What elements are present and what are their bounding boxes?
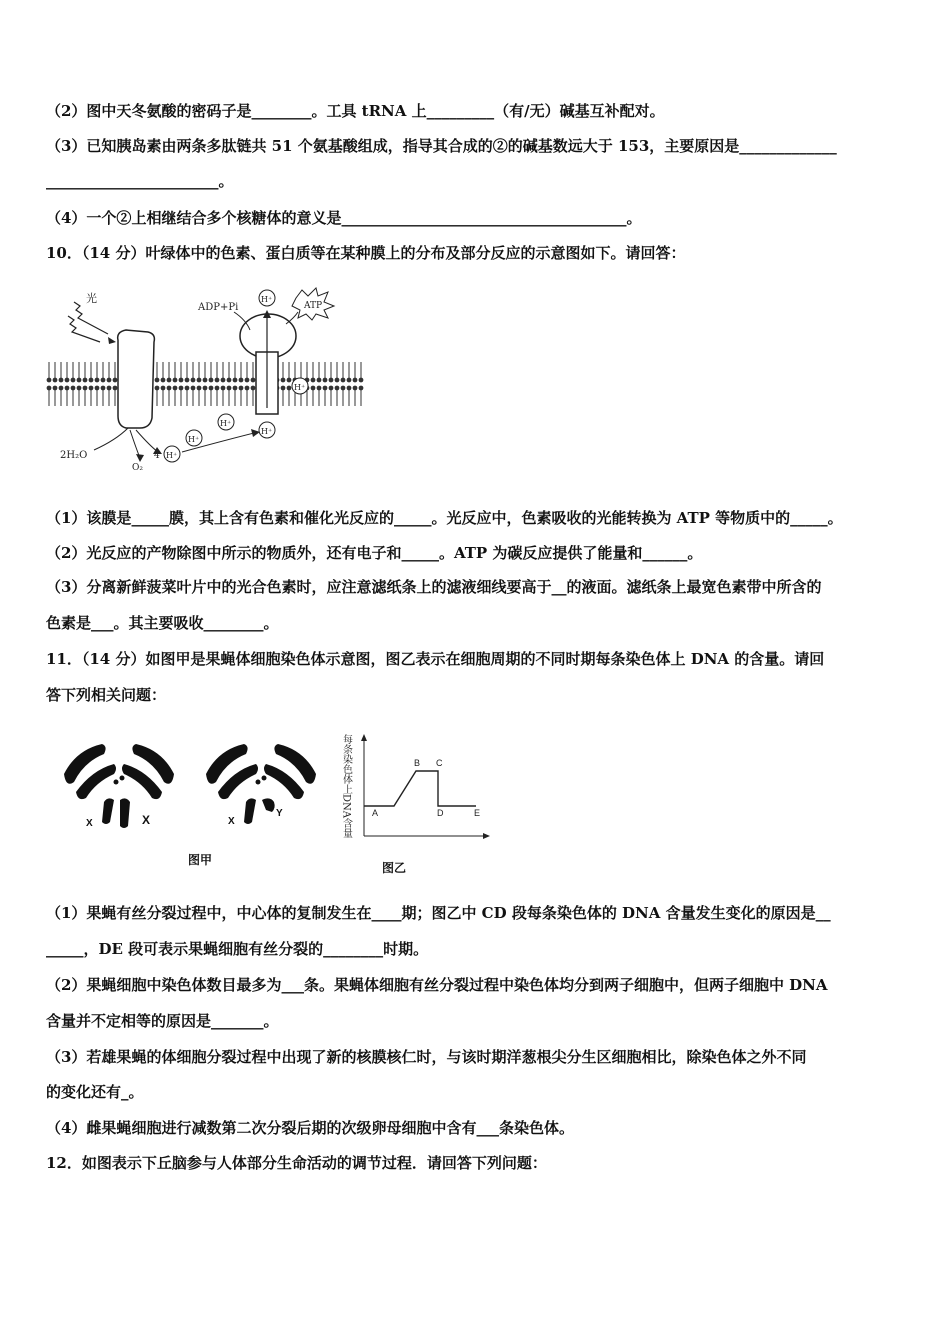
h-ion-lumen-4: H⁺ [261, 427, 273, 436]
q10-part2: （2）光反应的产物除图中所示的物质外，还有电子和_____。ATP 为碳反应提供了能量和______。 [46, 544, 703, 562]
q11-part4: （4）雌果蝇细胞进行减数第二次分裂后期的次级卵母细胞中含有___条染色体。 [46, 1119, 574, 1137]
q9-part3-line1: （3）已知胰岛素由两条多肽链共 51 个氨基酸组成，指导其合成的②的碱基数远大于 153，主要原因是_____________ [46, 137, 837, 155]
oxygen-label: O₂ [132, 463, 143, 470]
q11-part3-line2: 的变化还有_。 [46, 1083, 144, 1101]
photosystem-protein [118, 330, 155, 428]
q11-part2-line2: 含量并不定相等的原因是_______。 [46, 1012, 279, 1030]
male-karyotype [206, 744, 316, 824]
light-label: 光 [86, 292, 97, 305]
h-ion-lumen-3: H⁺ [188, 435, 200, 444]
q11-part3-line1: （3）若雄果蝇的体细胞分裂过程中出现了新的核膜核仁时，与该时期洋葱根尖分生区细胞相比，除染色体之外不同 [46, 1048, 807, 1066]
male-y-label: Y [276, 808, 283, 819]
point-a-label: A [372, 808, 379, 818]
figure-yi-caption: 图乙 [382, 861, 407, 875]
fruitfly-chromosome-figure [56, 730, 336, 870]
point-b-label: B [414, 758, 421, 768]
q10-part1: （1）该膜是_____膜，其上含有色素和催化光反应的_____。光反应中，色素吸收的光能转换为 ATP 等物质中的_____。 [46, 509, 843, 527]
q11-part1-line2: _____，DE 段可表示果蝇细胞有丝分裂的________时期。 [46, 940, 429, 958]
thylakoid-membrane-figure [46, 280, 366, 470]
dna-content-chart [340, 730, 500, 880]
chart-ylabel: 每条染色体上DNA含量 [340, 734, 352, 838]
q10-part3-line2: 色素是___。其主要吸收________。 [46, 614, 279, 632]
q11-part2-line1: （2）果蝇细胞中染色体数目最多为___条。果蝇体细胞有丝分裂过程中染色体均分到两子细胞中，但两子细胞中 DNA [46, 976, 828, 994]
q11-stem-line1: 11．（14 分）如图甲是果蝇体细胞染色体示意图，图乙表示在细胞周期的不同时期每条染色体上 DNA 的含量。请回 [46, 650, 825, 668]
point-d-label: D [437, 808, 444, 818]
atp-label: ATP [304, 301, 323, 311]
water-label: 2H₂O [60, 450, 88, 461]
point-e-label: E [474, 808, 481, 818]
q9-part3-line2: _______________________。 [46, 172, 234, 190]
q11-stem-line2: 答下列相关问题： [46, 686, 167, 704]
q9-part2: （2）图中天冬氨酸的密码子是________。工具 tRNA 上_________（有/无）碱基互补配对。 [46, 102, 665, 120]
figure-jia-caption: 图甲 [188, 853, 213, 867]
q12-stem: 12．如图表示下丘脑参与人体部分生命活动的调节过程．请回答下列问题： [46, 1154, 547, 1172]
q11-part1-line1: （1）果蝇有丝分裂过程中，中心体的复制发生在____期；图乙中 CD 段每条染色体的 DNA 含量发生变化的原因是__ [46, 904, 831, 922]
h-ion-product: H⁺ [166, 451, 178, 460]
female-x2-label: X [142, 813, 151, 827]
adp-pi-label: ADP+Pi [198, 302, 239, 313]
female-x1-label: X [86, 818, 93, 829]
q10-stem: 10．（14 分）叶绿体中的色素、蛋白质等在某种膜上的分布及部分反应的示意图如下。请回答： [46, 244, 686, 262]
h-ion-lumen-1: H⁺ [294, 383, 306, 392]
q9-part4: （4）一个②上相继结合多个核糖体的意义是______________________________________。 [46, 209, 642, 227]
female-karyotype [64, 744, 174, 828]
point-c-label: C [436, 758, 443, 768]
dna-content-line [364, 771, 476, 806]
h-ion-top: H⁺ [261, 295, 273, 304]
male-x-label: X [228, 816, 235, 827]
h-ion-lumen-2: H⁺ [220, 419, 232, 428]
lipid-bilayer [46, 356, 364, 408]
four-label: 4 [154, 451, 160, 461]
q10-part3-line1: （3）分离新鲜菠菜叶片中的光合色素时，应注意滤纸条上的滤液细线要高于__的液面。滤纸条上最宽色素带中所含的 [46, 578, 822, 596]
